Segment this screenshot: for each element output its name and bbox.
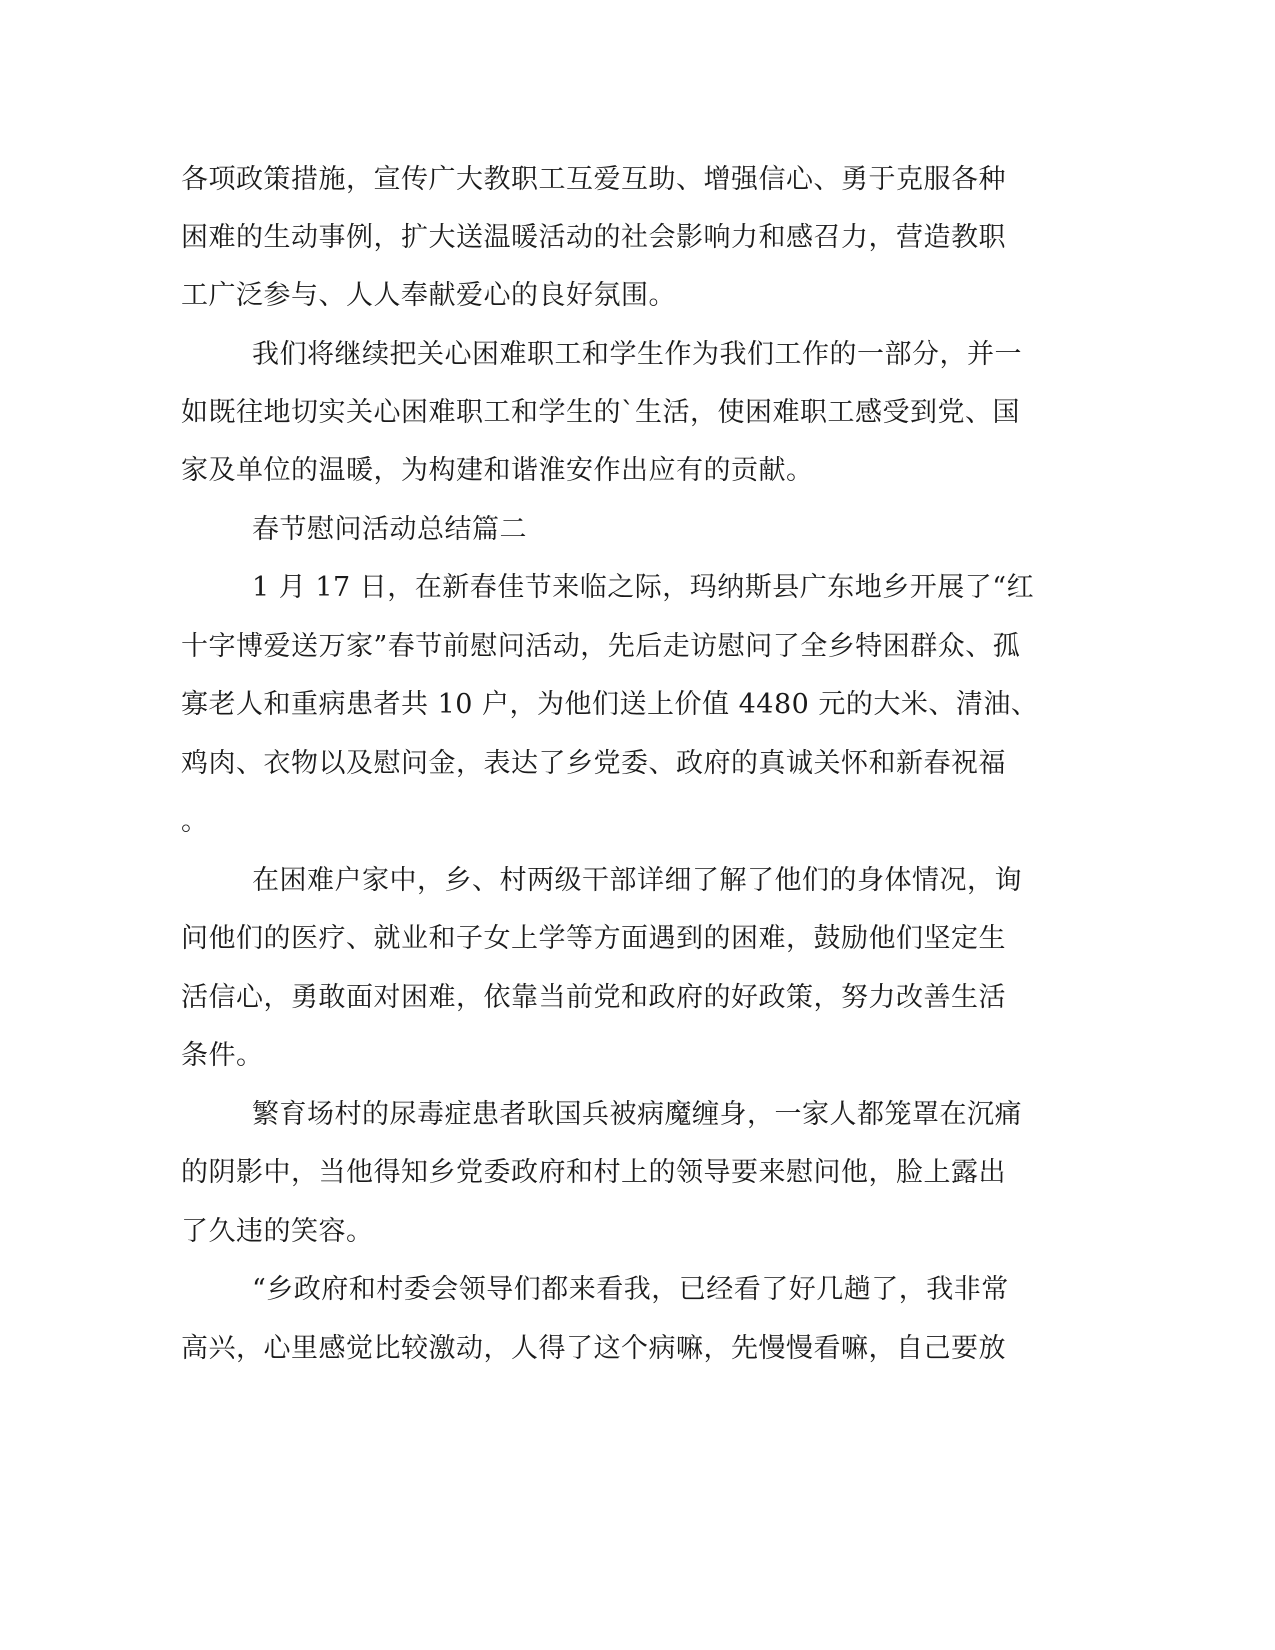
text-line: 在困难户家中，乡、村两级干部详细了解了他们的身体情况，询 <box>252 865 1022 896</box>
text-line: 各项政策措施，宣传广大教职工互爱互助、增强信心、勇于克服各种 <box>181 164 1006 195</box>
text-line: 高兴，心里感觉比较激动，人得了这个病嘛，先慢慢看嘛，自己要放 <box>181 1333 1006 1364</box>
text-line: 条件。 <box>181 1040 264 1071</box>
section-heading: 春节慰问活动总结篇二 <box>252 514 527 545</box>
text-line: 家及单位的温暖，为构建和谐淮安作出应有的贡献。 <box>181 455 814 486</box>
text-line: 活信心，勇敢面对困难，依靠当前党和政府的好政策，努力改善生活 <box>181 982 1006 1013</box>
text-line: 我们将继续把关心困难职工和学生作为我们工作的一部分，并一 <box>252 339 1022 370</box>
text-line: 的阴影中，当他得知乡党委政府和村上的领导要来慰问他，脸上露出 <box>181 1157 1006 1188</box>
text-line: 鸡肉、衣物以及慰问金，表达了乡党委、政府的真诚关怀和新春祝福 <box>181 748 1006 779</box>
text-line: 繁育场村的尿毒症患者耿国兵被病魔缠身，一家人都笼罩在沉痛 <box>252 1099 1022 1130</box>
text-line: 寡老人和重病患者共 10 户，为他们送上价值 4480 元的大米、清油、 <box>181 689 1039 720</box>
text-line: 工广泛参与、人人奉献爱心的良好氛围。 <box>181 280 676 311</box>
text-line: 十字博爱送万家”春节前慰问活动，先后走访慰问了全乡特困群众、孤 <box>181 631 1021 662</box>
text-line: 问他们的医疗、就业和子女上学等方面遇到的困难，鼓励他们坚定生 <box>181 923 1006 954</box>
text-line: 。 <box>181 806 209 837</box>
text-line: 如既往地切实关心困难职工和学生的`生活，使困难职工感受到党、国 <box>181 397 1020 428</box>
text-line: 困难的生动事例，扩大送温暖活动的社会影响力和感召力，营造教职 <box>181 222 1006 253</box>
text-line: 了久违的笑容。 <box>181 1216 374 1247</box>
text-line: 1 月 17 日，在新春佳节来临之际，玛纳斯县广东地乡开展了“红 <box>252 572 1035 603</box>
text-line: “乡政府和村委会领导们都来看我，已经看了好几趟了，我非常 <box>252 1274 1009 1305</box>
